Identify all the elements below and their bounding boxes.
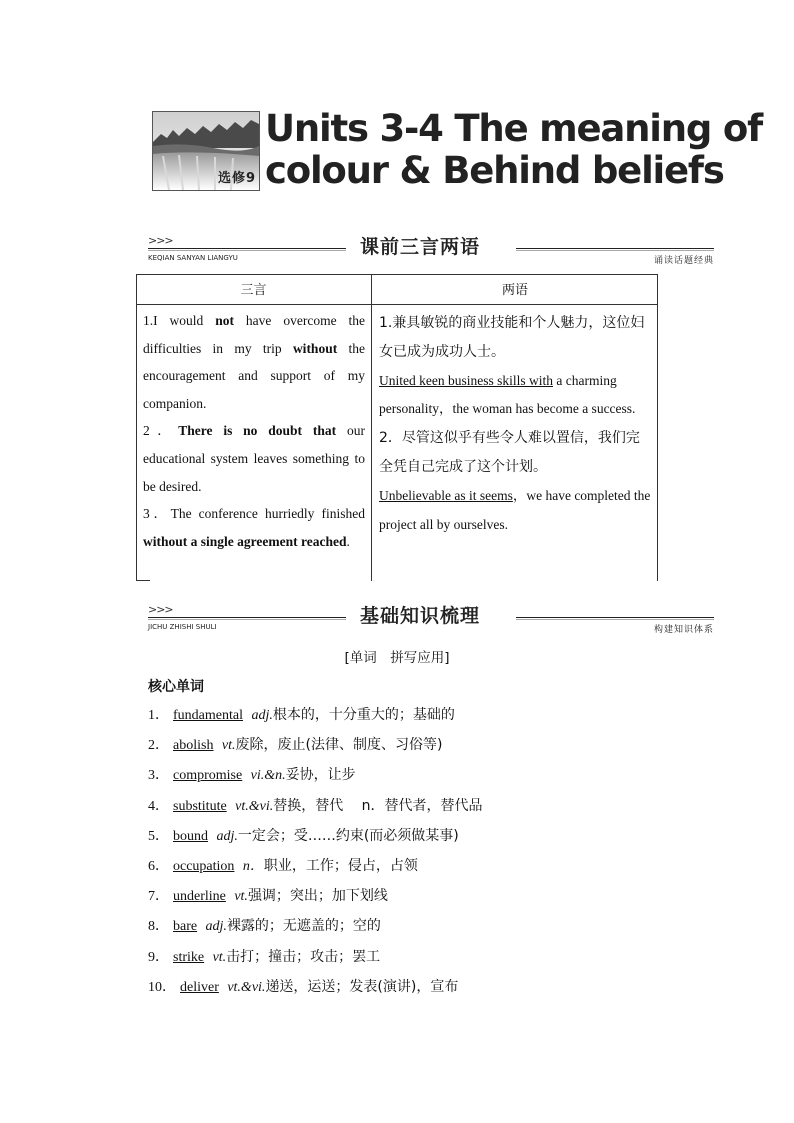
list-item: 2． abolish vt.废除，废止(法律、制度、习俗等) xyxy=(148,737,443,754)
book-label: 选修9 xyxy=(217,171,256,186)
divider xyxy=(148,248,346,249)
title-line-2: colour & Behind beliefs xyxy=(265,149,724,192)
title-block xyxy=(152,107,763,200)
sentence-table xyxy=(136,274,658,581)
list-item: 6． occupation n．职业，工作；侵占，占领 xyxy=(148,857,418,874)
divider xyxy=(148,617,346,618)
waterfall-thumbnail xyxy=(152,111,260,191)
chevron-icon: >>> xyxy=(148,603,173,616)
divider xyxy=(148,250,346,251)
section-pinyin: KEQIAN SANYAN LIANGYU xyxy=(148,254,238,262)
translation-2-cn: 2．尽管这似乎有些令人难以置信，我们完全凭自己完成了这个计划。 xyxy=(379,430,640,475)
chevron-icon: >>> xyxy=(148,234,173,247)
page-title xyxy=(265,108,762,192)
core-words-title: 核心单词 xyxy=(148,679,204,695)
sentence-1: 1.I would not have overcome the difficulties in my trip without the encouragement and support of my companion. xyxy=(143,313,365,411)
list-item: 7． underline vt.强调；突出；加下划线 xyxy=(148,888,388,905)
list-item: 9． strike vt.击打；撞击；攻击；罢工 xyxy=(148,948,381,965)
section-heading: 基础知识梳理 xyxy=(360,605,481,627)
title-line-1: Units 3-4 The meaning of xyxy=(265,107,763,150)
table-cell-right xyxy=(379,309,651,539)
divider xyxy=(516,617,714,618)
divider xyxy=(516,248,714,249)
vocab-list xyxy=(148,700,708,1002)
list-item: 8． bare adj.裸露的；无遮盖的；空的 xyxy=(148,918,381,935)
vocab-subtitle: [单词 拼写应用] xyxy=(344,650,450,666)
divider xyxy=(148,619,346,620)
section-heading: 课前三言两语 xyxy=(360,236,481,258)
section-tag: 构建知识体系 xyxy=(653,625,714,635)
divider xyxy=(516,619,714,620)
divider xyxy=(516,250,714,251)
sentence-3: 3．The conference hurriedly finished without a single agreement reached. xyxy=(143,506,365,549)
translation-2-en: Unbelievable as it seems，we have completed the project all by ourselves. xyxy=(379,487,651,532)
section-tag: 诵读话题经典 xyxy=(653,256,714,266)
list-item: 3． compromise vi.&n.妥协，让步 xyxy=(148,767,356,784)
table-header-right: 两语 xyxy=(501,283,528,298)
list-item: 10． deliver vt.&vi.递送，运送；发表(演讲)，宣布 xyxy=(148,978,459,995)
list-item: 4． substitute vt.&vi.替换，替代 n．替代者，替代品 xyxy=(148,797,483,814)
table-header-left: 三言 xyxy=(240,283,267,298)
table-cell-left xyxy=(143,307,365,555)
translation-1-en: United keen business skills with a charming personality，the woman has become a success. xyxy=(379,372,636,417)
translation-1-cn: 1.兼具敏锐的商业技能和个人魅力，这位妇女已成为成功人士。 xyxy=(379,315,645,360)
list-item: 1． fundamental adj.根本的，十分重大的；基础的 xyxy=(148,707,455,723)
sentence-2: 2．There is no doubt that our educational system leaves something to be desired. xyxy=(143,423,366,494)
section-pinyin: JICHU ZHISHI SHULI xyxy=(148,623,217,631)
section-header-basics xyxy=(148,597,714,633)
section-header-preview xyxy=(148,228,714,264)
list-item: 5． bound adj.一定会；受……约束(而必须做某事) xyxy=(148,827,459,844)
